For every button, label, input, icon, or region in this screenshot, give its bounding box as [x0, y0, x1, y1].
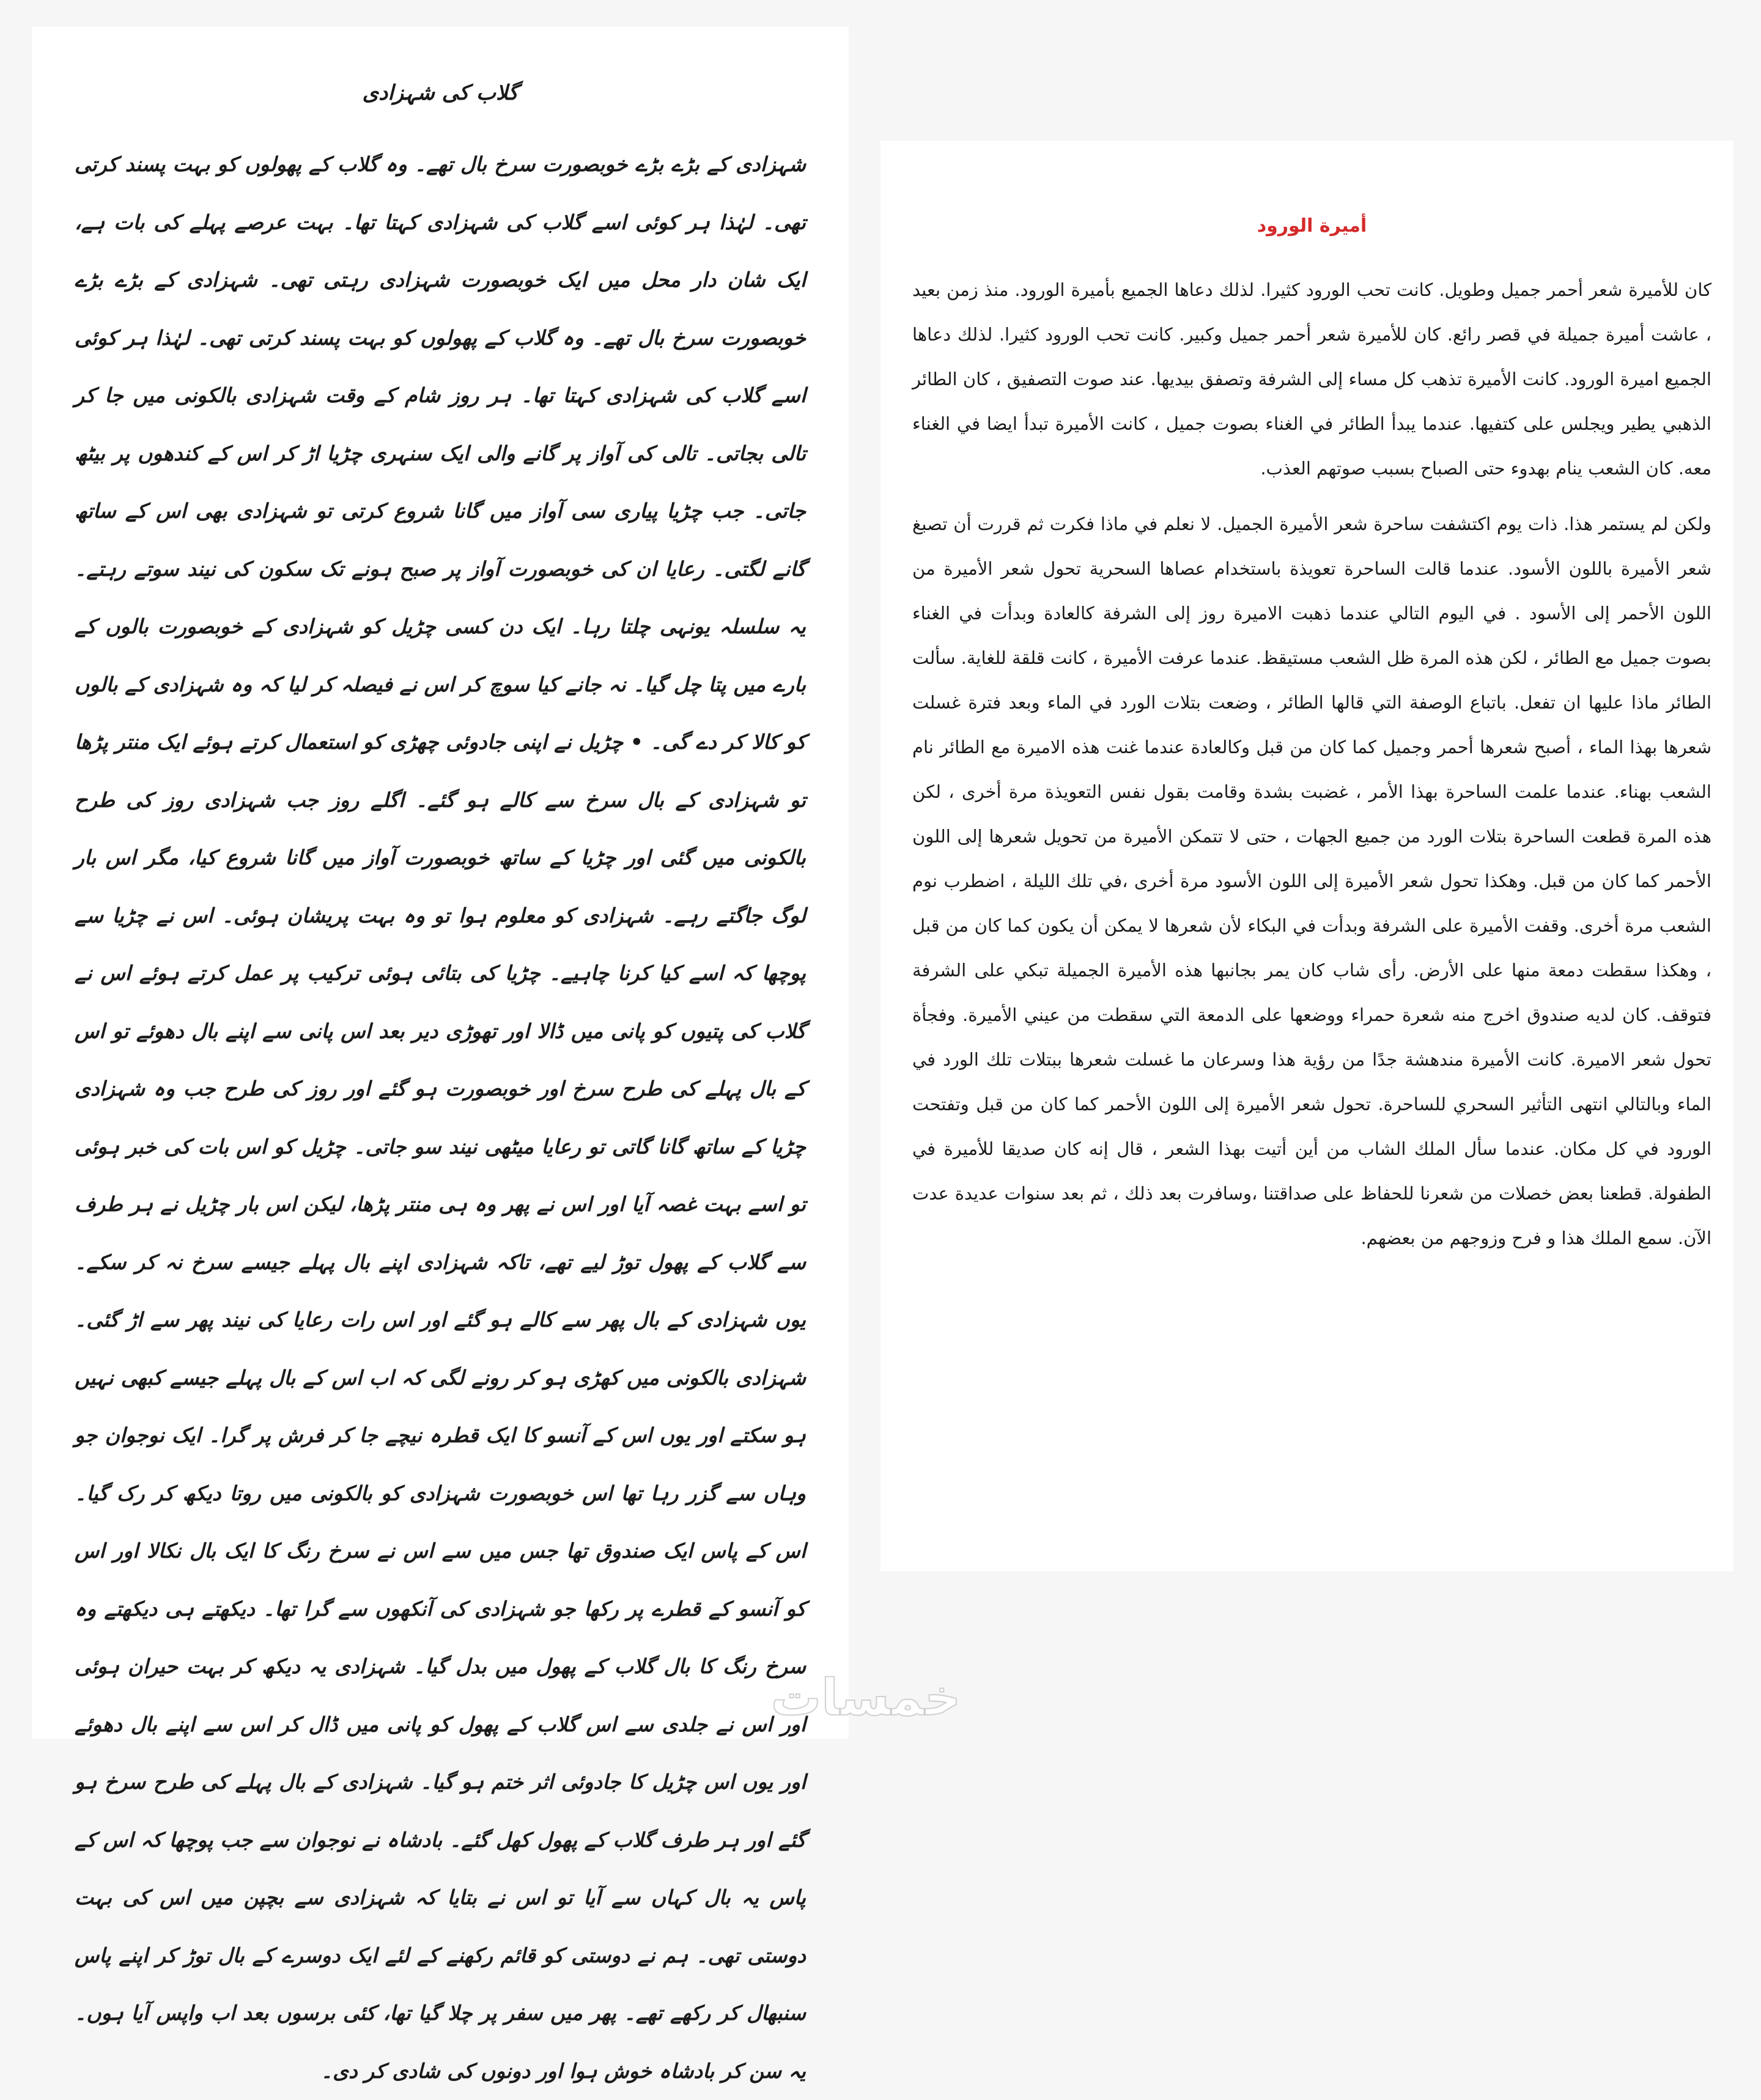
arabic-story-paragraph-1: كان للأميرة شعر أحمر جميل وطويل. كانت تحب الورود كثيرا. لذلك دعاها الجميع بأميرة الورود. منذ زمن بعيد ، عاشت أميرة جميلة في قصر رائع. كان للأميرة شعر أحمر جميل وكبير. كانت تحب الورود كثيرا. لذلك دعاها الجميع اميرة الورود. كانت الأميرة تذهب كل مساء إلى الشرفة وتصفق بيديها. عند صوت التصفيق ، كان الطائر الذهبي يطير ويجلس على كتفيها. عندما يبدأ الطائر في الغناء بصوت جميل ، كانت الأميرة تبدأ ايضا في الغناء معه. كان الشعب ينام بهدوء حتى الصباح بسبب صوتهم العذب.	[912, 279, 1711, 479]
urdu-story-panel	[32, 27, 849, 2083]
arabic-story-paragraph-2: ولكن لم يستمر هذا. ذات يوم اكتشفت ساحرة شعر الأميرة الجميل. لا نعلم في ماذا فكرت ثم قررت أن تصبغ شعر الأميرة باللون الأسود. عندما قالت الساحرة تعويذة باستخدام عصاها السحرية تحول شعر الأميرة من اللون الأحمر إلى الأسود . في اليوم التالي عندما ذهبت الاميرة روز إلى الشرفة كالعادة وبدأت في الغناء بصوت جميل مع الطائر ، لكن هذه المرة ظل الشعب مستيقظ. عندما عرفت الأميرة ، كانت قلقة للغاية. سألت الطائر ماذا عليها ان تفعل. باتباع الوصفة التي قالها الطائر ، وضعت بتلات الورد في الماء وبعد فترة غسلت شعرها بهذا الماء ، أصبح شعرها أحمر وجميل كما كان من قبل وكالعادة عندما غنت هذه الاميرة مع الطائر نام الشعب بهناء. عندما علمت الساحرة بهذا الأمر ، غضبت بشدة وقامت بقول نفس التعويذة مرة أخرى ، لكن هذه المرة قطعت الساحرة بتلات الورد من جميع الجهات ، حتى لا تتمكن الأميرة من تحويل شعرها إلى اللون الأحمر كما كان من قبل. وهكذا تحول شعر الأميرة إلى اللون الأسود مرة أخرى ،في تلك الليلة ، اضطرب نوم الشعب مرة أخرى. وقفت الأميرة على الشرفة وبدأت في البكاء لأن شعرها لا يمكن أن يكون كما كان من قبل ، وهكذا سقطت دمعة منها على الأرض. رأى شاب كان يمر بجانبها هذه الأميرة الجميلة تبكي على الشرفة فتوقف. كان لديه صندوق اخرج منه شعرة حمراء ووضعها على الدمعة التي سقطت من عيني الأميرة. وفجأة تحول شعر الاميرة. كانت الأميرة مندهشة جدًا من رؤية هذا وسرعان ما غسلت شعرها ببتلات تلك الورد في الماء وبالتالي انتهى التأثير السحري للساحرة. تحول شعر الأميرة إلى اللون الأحمر كما كان من قبل وتفتحت الورود في كل مكان. عندما سأل الملك الشاب من أين أتيت بهذا الشعر ، قال إنه كان صديقا للأميرة في الطفولة. قطعنا بعض خصلات من شعرنا للحفاظ على صداقتنا ،وسافرت بعد ذلك ، ثم بعد سنوات عديدة عدت الآن. سمع الملك هذا و فرح وزوجهم من بعضهم.	[912, 514, 1711, 1248]
khamsat-watermark-logo: خمسات	[770, 1669, 961, 1727]
urdu-story-title: گلاب کی شہزادی	[362, 81, 519, 105]
urdu-story-body: شہزادی کے بڑے بڑے خوبصورت سرخ بال تھے۔ وہ گلاب کے پھولوں کو بہت پسند کرتی تھی۔ لہٰذا ہر کوئی اسے گلاب کی شہزادی کہتا تھا۔ بہت عرصے پہلے کی بات ہے، ایک شان دار محل میں ایک خوبصورت شہزادی رہتی تھی۔ شہزادی کے بڑے بڑے خوبصورت سرخ بال تھے۔ وہ گلاب کے پھولوں کو بہت پسند کرتی تھی۔ لہٰذا ہر کوئی اسے گلاب کی شہزادی کہتا تھا۔ ہر روز شام کے وقت شہزادی بالکونی میں جا کر تالی بجاتی۔ تالی کی آواز پر گانے والی ایک سنہری چڑیا اڑ کر اس کے کندھوں پر بیٹھ جاتی۔ جب چڑیا پیاری سی آواز میں گانا شروع کرتی تو شہزادی بھی اس کے ساتھ گانے لگتی۔ رعایا ان کی خوبصورت آواز پر صبح ہونے تک سکون کی نیند سوتے رہتے۔ یہ سلسلہ یونہی چلتا رہا۔ ایک دن کسی چڑیل کو شہزادی کے خوبصورت بالوں کے بارے میں پتا چل گیا۔ نہ جانے کیا سوچ کر اس نے فیصلہ کر لیا کہ وہ شہزادی کے بالوں کو کالا کر دے گی۔ • چڑیل نے اپنی جادوئی چھڑی کو استعمال کرتے ہوئے ایک منتر پڑھا تو شہزادی کے بال سرخ سے کالے ہو گئے۔ اگلے روز جب شہزادی روز کی طرح بالکونی میں گئی اور چڑیا کے ساتھ خوبصورت آواز میں گانا شروع کیا، مگر اس بار لوگ جاگتے رہے۔ شہزادی کو معلوم ہوا تو وہ بہت پریشان ہوئی۔ اس نے چڑیا سے پوچھا کہ اسے کیا کرنا چاہیے۔ چڑیا کی بتائی ہوئی ترکیب پر عمل کرتے ہوئے اس نے گلاب کی پتیوں کو پانی میں ڈالا اور تھوڑی دیر بعد اس پانی سے اپنے بال دھوئے تو اس کے بال پہلے کی طرح سرخ اور خوبصورت ہو گئے اور روز کی طرح جب وہ شہزادی چڑیا کے ساتھ گانا گاتی تو رعایا میٹھی نیند سو جاتی۔ چڑیل کو اس بات کی خبر ہوئی تو اسے بہت غصہ آیا اور اس نے پھر وہ ہی منتر پڑھا، لیکن اس بار چڑیل نے ہر طرف سے گلاب کے پھول توڑ لیے تھے، تاکہ شہزادی اپنے بال پہلے جیسے سرخ نہ کر سکے۔ یوں شہزادی کے بال پھر سے کالے ہو گئے اور اس رات رعایا کی نیند پھر سے اڑ گئی۔ شہزادی بالکونی میں کھڑی ہو کر رونے لگی کہ اب اس کے بال پہلے جیسے کبھی نہیں ہو سکتے اور یوں اس کے آنسو کا ایک قطرہ نیچے جا کر فرش پر گرا۔ ایک نوجوان جو وہاں سے گزر رہا تھا اس خوبصورت شہزادی کو بالکونی میں روتا دیکھ کر رک گیا۔ اس کے پاس ایک صندوق تھا جس میں سے اس نے سرخ رنگ کا ایک بال نکالا اور اس کو آنسو کے قطرے پر رکھا جو شہزادی کی آنکھوں سے گرا تھا۔ دیکھتے ہی دیکھتے وہ سرخ رنگ کا بال گلاب کے پھول میں بدل گیا۔ شہزادی یہ دیکھ کر بہت حیران ہوئی اور اس نے جلدی سے اس گلاب کے پھول کو پانی میں ڈال کر اس سے اپنے بال دھوئے اور یوں اس چڑیل کا جادوئی اثر ختم ہو گیا۔ شہزادی کے بال پہلے کی طرح سرخ ہو گئے اور ہر طرف گلاب کے پھول کھل گئے۔ بادشاہ نے نوجوان سے جب پوچھا کہ اس کے پاس یہ بال کہاں سے آیا تو اس نے بتایا کہ شہزادی سے بچپن میں اس کی بہت دوستی تھی۔ ہم نے دوستی کو قائم رکھنے کے لئے ایک دوسرے کے بال توڑ کر اپنے پاس سنبھال کر رکھے تھے۔ پھر میں سفر پر چلا گیا تھا، کئی برسوں بعد اب واپس آیا ہوں۔ یہ سن کر بادشاہ خوش ہوا اور دونوں کی شادی کر دی۔	[75, 152, 806, 2083]
arabic-story-title: أميرة الورود	[1257, 215, 1367, 237]
arabic-story-panel	[880, 141, 1733, 1571]
